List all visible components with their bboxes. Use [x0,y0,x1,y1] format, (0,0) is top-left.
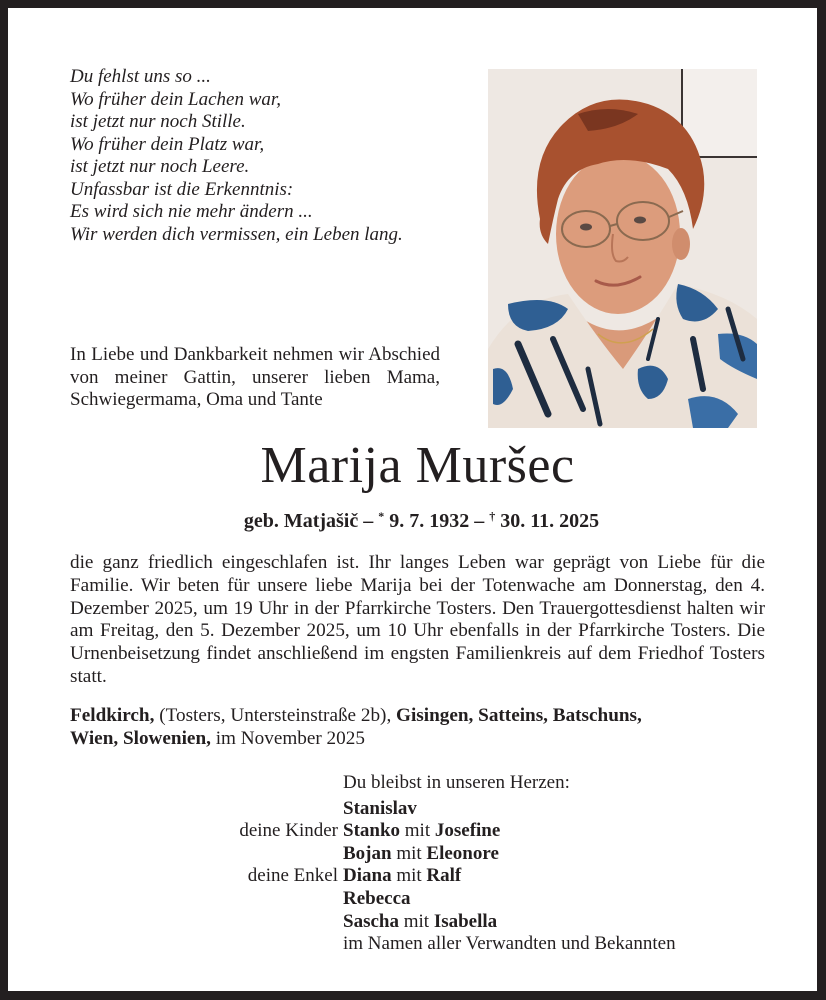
mourner-name: Stanko [343,820,401,842]
portrait-illustration [488,69,757,428]
mourner-row: deine Kinder Stanko mit Josefine [208,820,768,843]
mourner-role [208,798,343,821]
maiden-name: geb. Matjašič [243,510,359,532]
poem [70,66,403,246]
funeral-details: die ganz friedlich eingeschlafen ist. Ihr langes Leben war geprägt von Liebe für die Familie. Wir beten für unsere liebe Marija bei der Totenwache am Donnerstag, den 4. Dezember 2025, um 19 Uhr in der Pfarrkirche Tosters. Den Trauergottesdienst halten wir am Freitag, den 5. Dezember 2025, um 10 Uhr ebenfalls in der Pfarrkirche Tosters. Die Urnenbeisetzung findet anschließend im engsten Familienkreis auf dem Friedhof Tosters statt. [70,552,765,687]
address-note: (Tosters, Untersteinstraße 2b), [154,705,397,726]
birth-star-icon: * [378,509,385,523]
separator: – [469,510,490,532]
mourner-partner: Ralf [426,865,462,887]
mourner-partner: Josefine [434,820,501,842]
places-line [70,705,690,751]
mourners-list [208,772,768,956]
separator: – [358,510,379,532]
mourner-role [208,888,343,911]
mourner-name: Diana [343,865,392,887]
mourner-role [208,911,343,934]
obituary-page [8,8,817,991]
mourners-heading-row [208,772,768,795]
portrait-photo [488,69,757,428]
mourners-footer: im Namen aller Verwandten und Bekannten [343,933,676,955]
mourner-name: Stanislav [343,797,417,819]
life-dates [8,504,817,533]
mourners-heading: Du bleibst in unseren Herzen: [343,772,570,793]
mourner-row [208,798,768,821]
mourner-row [208,888,768,911]
poem-line: Unfassbar ist die Erkenntnis: [70,178,294,200]
mourner-name: Sascha [343,910,399,932]
mourner-partner: Eleonore [426,842,499,864]
poem-line: Wo früher dein Platz war, [70,133,265,155]
poem-line: Es wird sich nie mehr ändern ... [70,201,313,222]
mourners-footer-row [208,933,768,956]
death-date: 30. 11. 2025 [495,510,600,532]
mourner-name: Bojan [343,842,392,864]
mourner-role [208,843,343,866]
mourner-partner: Isabella [433,910,498,932]
place-feldkirch: Feldkirch, [70,705,155,726]
mourner-row: Sascha mit Isabella [208,911,768,934]
poem-line: ist jetzt nur noch Stille. [70,111,246,132]
mourner-name: Rebecca [343,887,411,909]
poem-line: Wo früher dein Lachen war, [70,88,281,110]
death-cross-icon: † [489,509,496,523]
mourner-row: Bojan mit Eleonore [208,843,768,866]
poem-line: Du fehlst uns so ... [70,66,211,87]
poem-line: Wir werden dich vermissen, ein Leben lang. [70,223,403,245]
mourner-role: deine Kinder [239,820,338,842]
place-date: im November 2025 [210,727,365,749]
mourner-role: deine Enkel [247,865,338,887]
deceased-name: Marija Muršec [260,437,575,494]
poem-line: ist jetzt nur noch Leere. [70,156,250,177]
intro-text: In Liebe und Dankbarkeit nehmen wir Abschied von meiner Gattin, unserer lieben Mama, Schwiegermama, Oma und Tante [70,344,440,410]
place-list: Gisingen, Satteins, Batschuns, Wien, Slowenien, [70,705,642,749]
birth-date: 9. 7. 1932 [384,510,470,532]
mourner-row: deine Enkel Diana mit Ralf [208,865,768,888]
